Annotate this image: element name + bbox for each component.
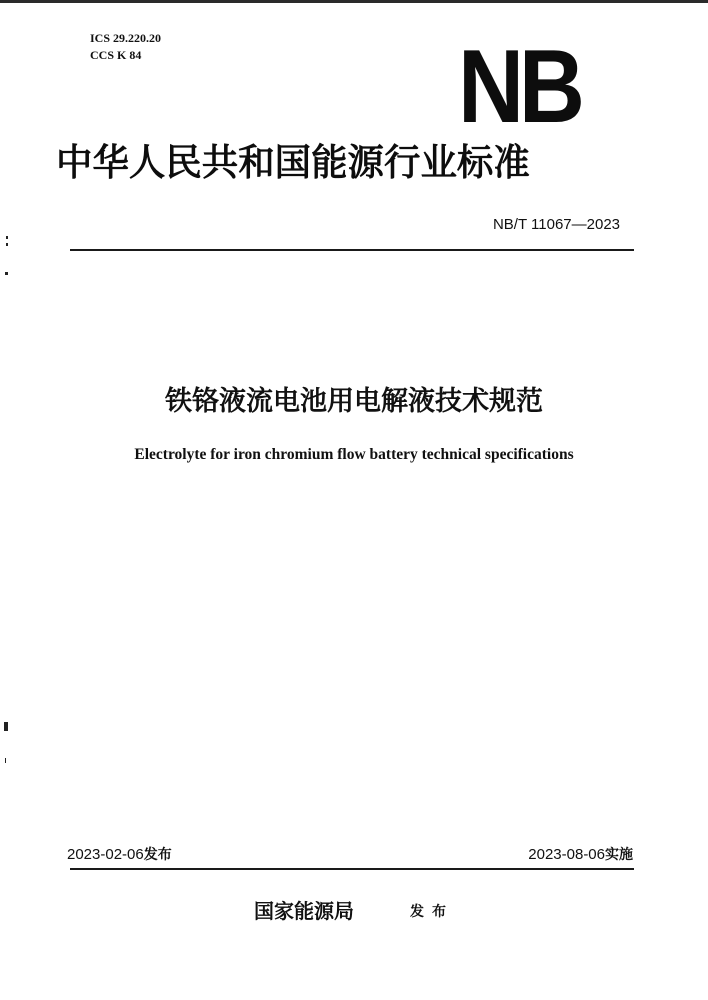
scan-margin-mark bbox=[5, 272, 8, 275]
classification-codes bbox=[90, 30, 161, 64]
scan-margin-mark bbox=[4, 722, 8, 731]
publisher-name: 国家能源局 bbox=[254, 899, 354, 923]
implementation-date-label: 实施 bbox=[605, 847, 633, 863]
scan-top-edge bbox=[0, 0, 708, 3]
scan-margin-mark bbox=[6, 236, 8, 239]
standard-number-text: NB/T 11067—2023 bbox=[492, 216, 620, 233]
header-rule bbox=[70, 249, 634, 251]
issue-date-label: 发布 bbox=[143, 847, 172, 863]
document-title-chinese: 铁铬液流电池用电解液技术规范 bbox=[165, 386, 543, 417]
implementation-date bbox=[528, 844, 633, 866]
publish-word: 发布 bbox=[410, 904, 454, 920]
standard-number bbox=[493, 214, 620, 236]
document-title-english: Electrolyte for iron chromium flow battery technical specifications bbox=[134, 446, 574, 463]
nb-logo: NB bbox=[458, 29, 580, 145]
implementation-date-value: 2023-08-06 bbox=[528, 846, 605, 863]
ccs-code: CCS K 84 bbox=[90, 48, 142, 62]
issue-date-value: 2023-02-06 bbox=[67, 846, 144, 863]
issuer-title: 中华人民共和国能源行业标准 bbox=[56, 140, 530, 184]
scan-margin-mark bbox=[5, 758, 6, 763]
issue-date bbox=[67, 844, 172, 866]
footer-rule bbox=[70, 868, 634, 870]
ics-code: ICS 29.220.20 bbox=[90, 31, 162, 45]
scan-margin-mark bbox=[6, 243, 8, 246]
